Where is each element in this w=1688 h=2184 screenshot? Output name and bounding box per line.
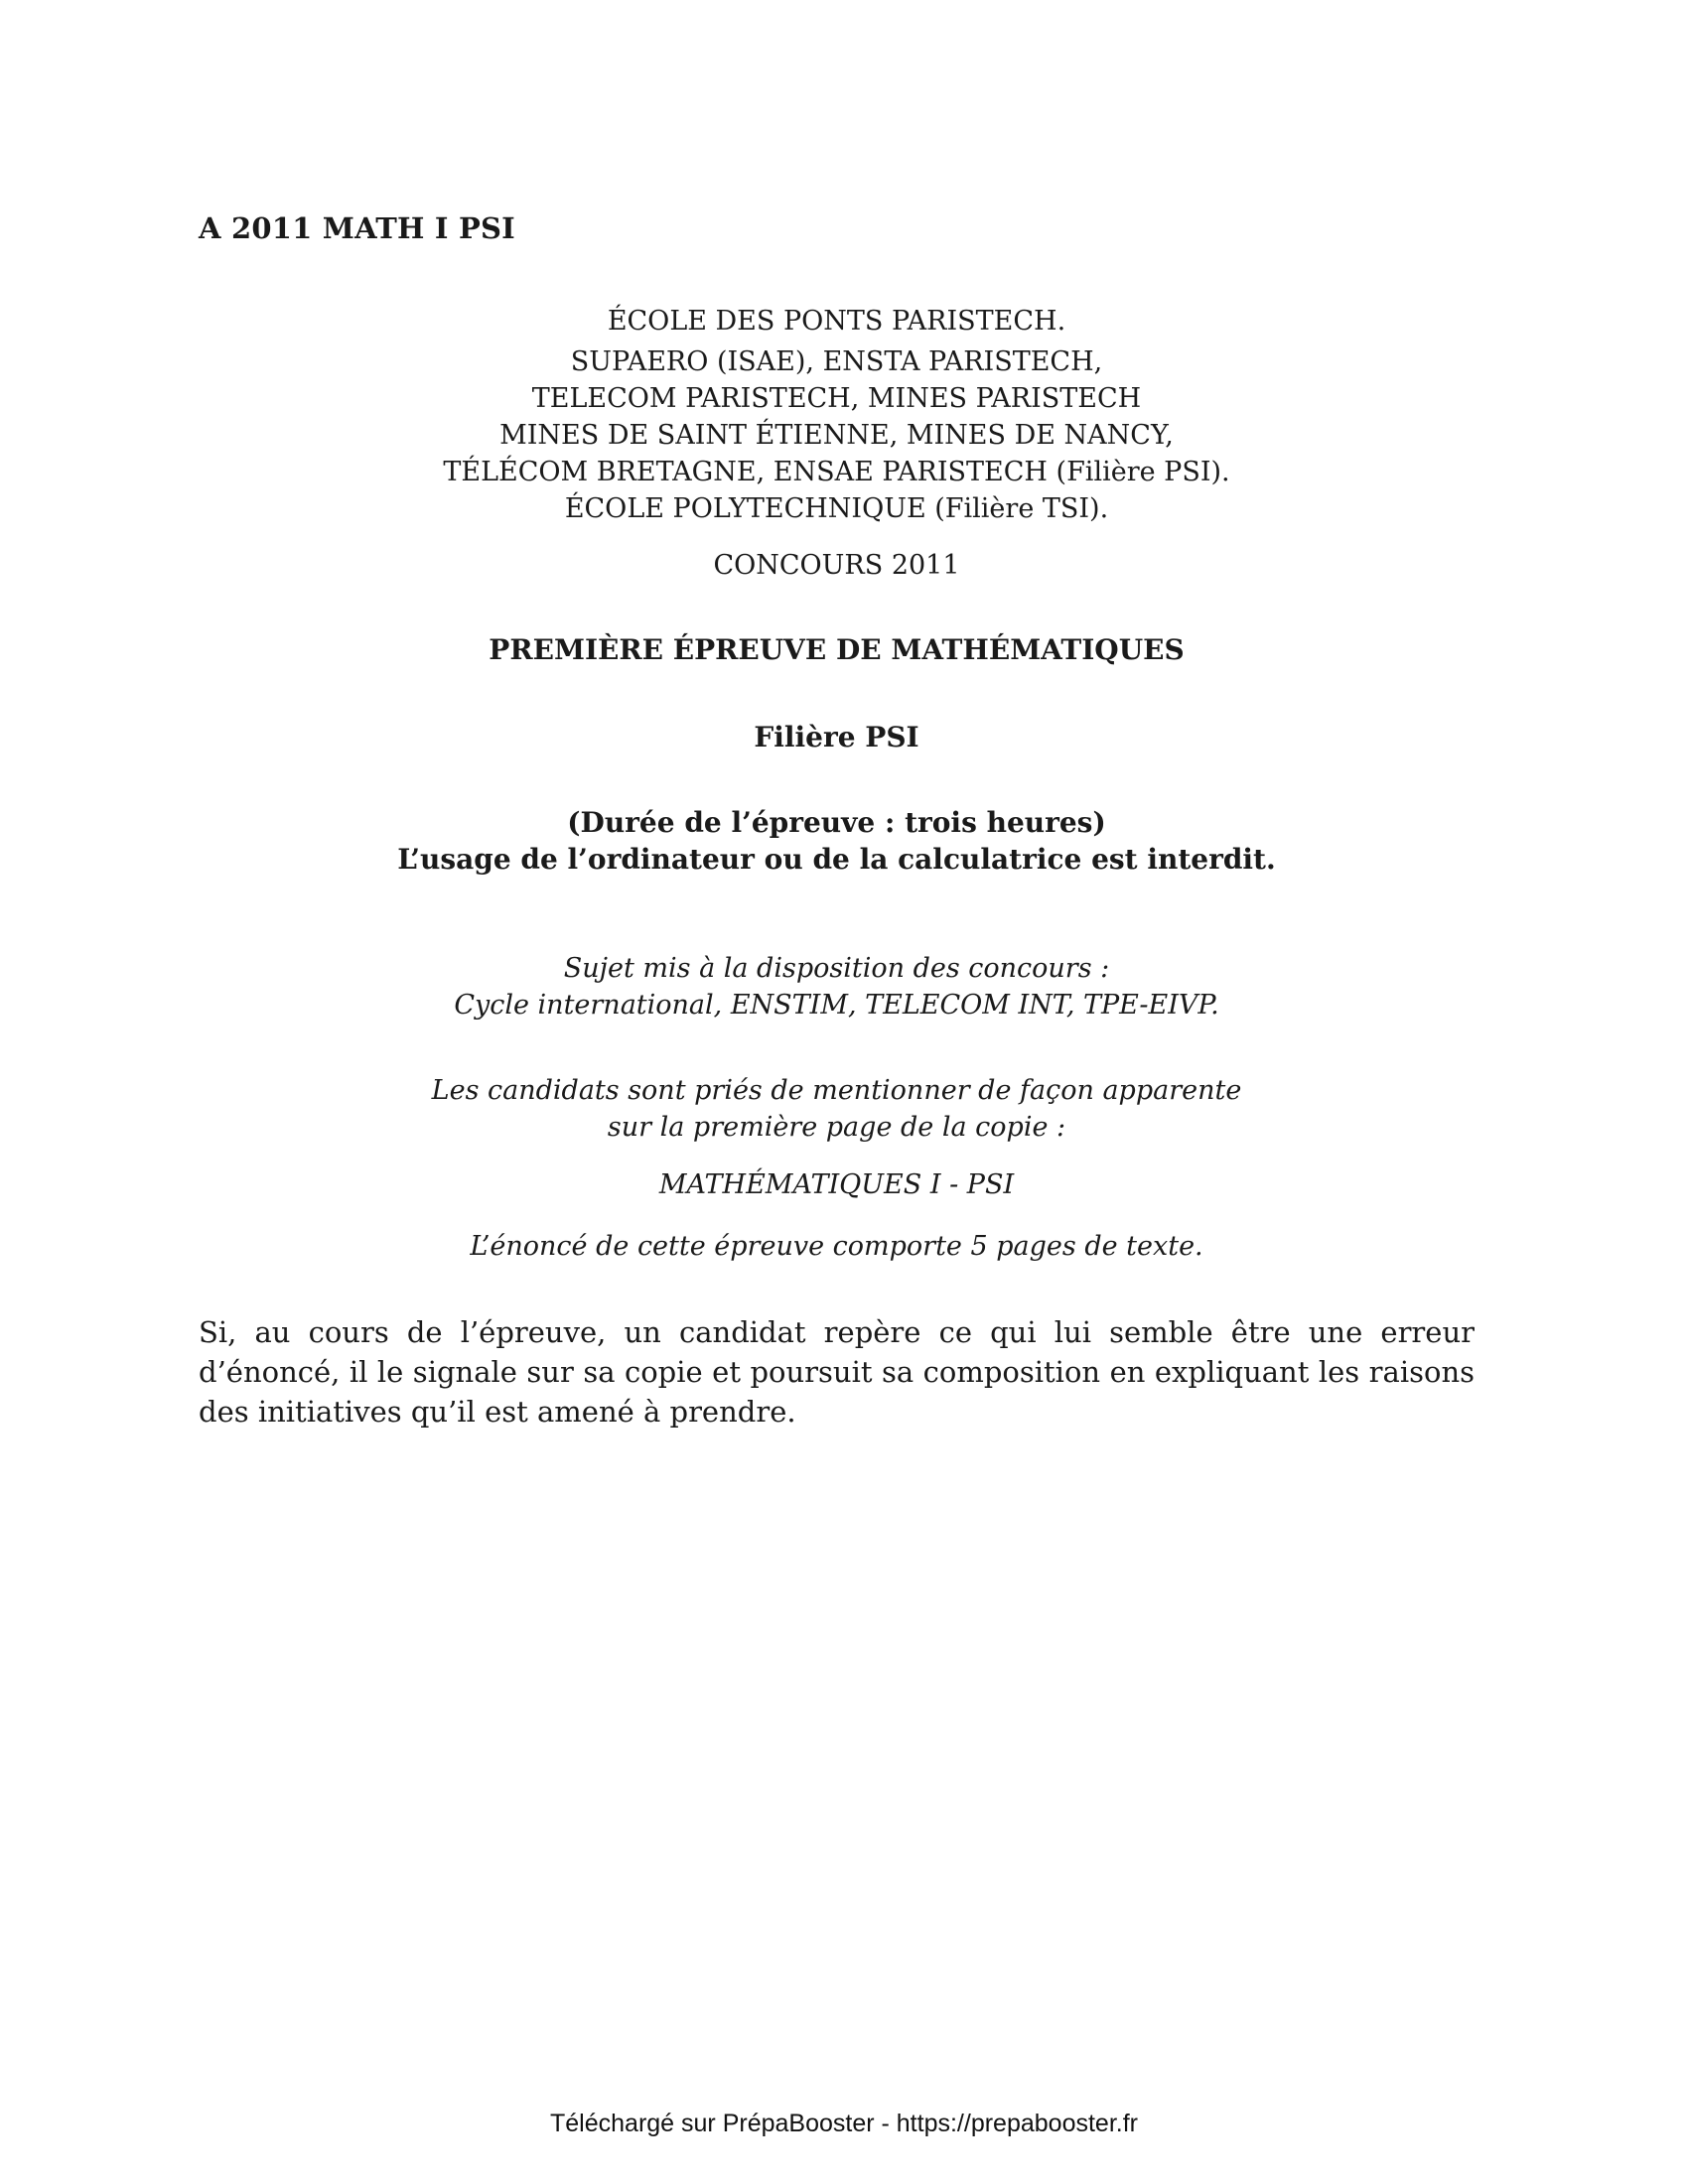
school-line: MINES DE SAINT ÉTIENNE, MINES DE NANCY, bbox=[499, 420, 1174, 451]
schools-list bbox=[199, 303, 1475, 527]
subject-line: Cycle international, ENSTIM, TELECOM INT, TPE-EIVP. bbox=[454, 990, 1219, 1021]
school-line: TÉLÉCOM BRETAGNE, ENSAE PARISTECH (Filière PSI). bbox=[443, 457, 1230, 487]
exam-code: A 2011 MATH I PSI bbox=[199, 211, 515, 245]
concours-year: CONCOURS 2011 bbox=[713, 550, 960, 581]
copy-label: MATHÉMATIQUES I - PSI bbox=[658, 1169, 1015, 1200]
school-line: TELECOM PARISTECH, MINES PARISTECH bbox=[531, 383, 1142, 414]
download-footer: Téléchargé sur PrépaBooster - https://prepabooster.fr bbox=[550, 2110, 1138, 2137]
duration-line: (Durée de l’épreuve : trois heures) bbox=[567, 806, 1106, 839]
candidates-instruction bbox=[199, 1072, 1475, 1146]
subject-availability bbox=[199, 950, 1475, 1024]
exam-title: PREMIÈRE ÉPREUVE DE MATHÉMATIQUES bbox=[489, 633, 1185, 666]
subject-line: Sujet mis à la disposition des concours : bbox=[563, 953, 1110, 984]
duration-block bbox=[199, 804, 1475, 878]
candidates-line: sur la première page de la copie : bbox=[607, 1112, 1066, 1143]
school-line: ÉCOLE POLYTECHNIQUE (Filière TSI). bbox=[564, 493, 1109, 524]
candidates-line: Les candidats sont priés de mentionner de façon apparente bbox=[431, 1075, 1242, 1106]
filiere-label: Filière PSI bbox=[754, 721, 919, 753]
calculator-rule: L’usage de l’ordinateur ou de la calculatrice est interdit. bbox=[397, 843, 1276, 876]
page-count-note: L’énoncé de cette épreuve comporte 5 pages de texte. bbox=[470, 1231, 1203, 1262]
school-line: SUPAERO (ISAE), ENSTA PARISTECH, bbox=[570, 346, 1103, 377]
error-instructions: Si, au cours de l’épreuve, un candidat repère ce qui lui semble être une erreur d’énoncé, il le signale sur sa copie et poursuit sa composition en expliquant les raisons des initiatives qu’il est amené à prendre. bbox=[199, 1315, 1475, 1429]
school-line: ÉCOLE DES PONTS PARISTECH. bbox=[607, 306, 1066, 337]
